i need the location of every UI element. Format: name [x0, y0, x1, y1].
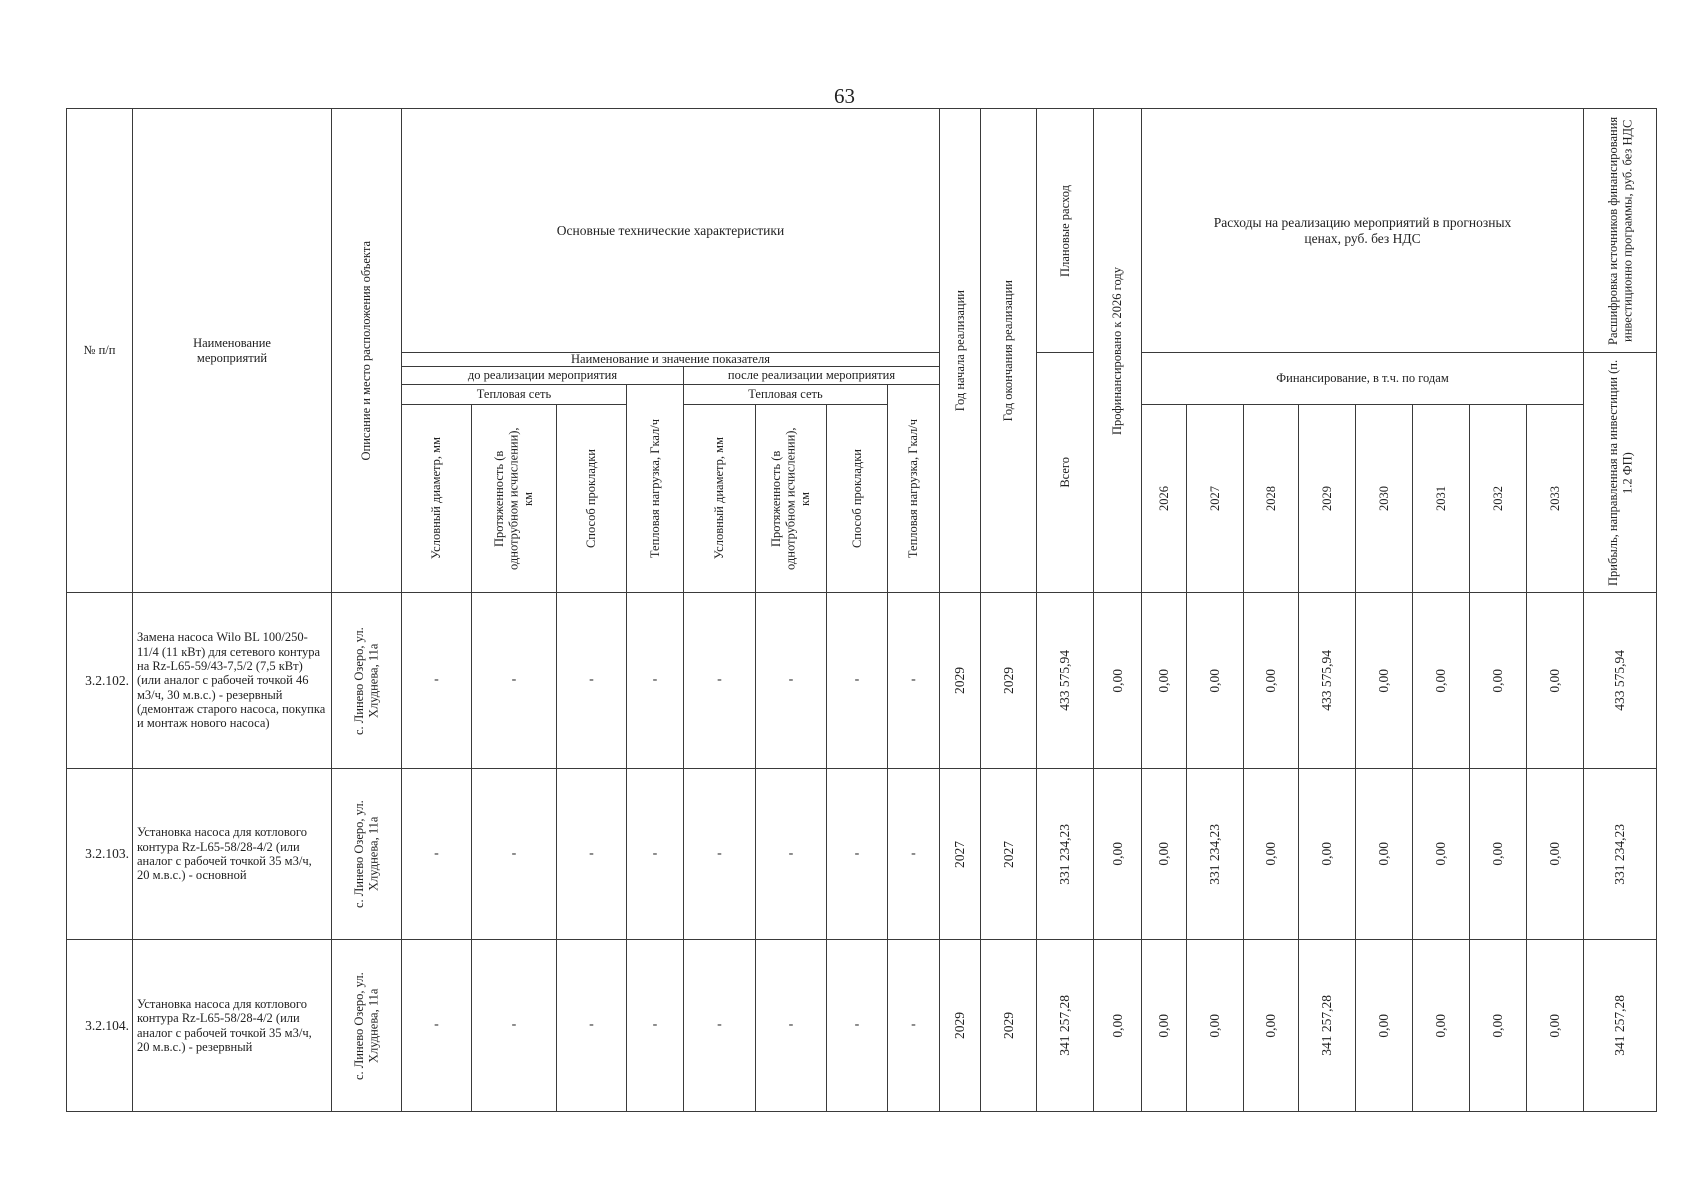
row-dash-text: -: [589, 845, 594, 861]
row-year-value-text: 0,00: [1156, 668, 1172, 693]
page-number: 63: [834, 84, 855, 108]
header-year-1: [1141, 404, 1187, 593]
row-profit-text: 433 575,94: [1612, 650, 1628, 711]
row-year-value-text: 0,00: [1490, 842, 1506, 866]
row-dash: [826, 592, 888, 769]
row-year-value: [1141, 939, 1187, 1112]
row-dash: [887, 592, 940, 769]
row-number-text: 3.2.102.: [85, 672, 129, 688]
row-year-value-text: 0,00: [1207, 1013, 1223, 1038]
header-year-7: [1469, 404, 1527, 593]
row-prefinanced: [1093, 592, 1142, 769]
header-indicator-text: Наименование и значение показателя: [571, 352, 770, 367]
header-sources: [1583, 108, 1657, 353]
header-sources-text: Расшифровка источников финансирования инвестиционно программы, руб. без НДС: [1605, 116, 1634, 345]
row-year-value: [1186, 939, 1244, 1112]
row-year-value: [1412, 768, 1470, 940]
row-dash-text: -: [511, 1017, 517, 1033]
header-planned-text: Плановые расход: [1057, 184, 1072, 277]
row-dash-text: -: [788, 845, 794, 861]
row-dash: [401, 592, 472, 769]
row-year-start-text: 2027: [952, 840, 968, 868]
row-profit: [1583, 939, 1657, 1112]
header-name-text: Наименование мероприятий: [193, 336, 271, 365]
header-after-text: после реализации мероприятия: [727, 368, 896, 383]
header-profit: [1583, 352, 1657, 593]
row-dash-text: -: [652, 845, 658, 861]
row-year-value: [1298, 768, 1356, 940]
row-name: [132, 939, 332, 1112]
row-dash-text: -: [911, 845, 916, 861]
row-year-value-text: 0,00: [1547, 1013, 1563, 1038]
row-prefinanced-text: 0,00: [1109, 668, 1125, 693]
row-year-end: [980, 592, 1037, 769]
row-year-value: [1298, 939, 1356, 1112]
row-name-text: Замена насоса Wilo BL 100/250-11/4 (11 кВт) для сетевого контура на Rz-L65-59/43-7,5/2 (7,5 кВт) (или аналог с рабочей точкой 46 м3/ч, 30 м.в.с.) - резервный (демонтаж старого насоса, покупка и монтаж нового насоса): [137, 630, 326, 731]
header-year-3: [1243, 404, 1299, 593]
header-heat-network-after: [683, 384, 888, 405]
header-expenses-text: Расходы на реализацию мероприятий в прогнозных ценах, руб. без НДС: [1213, 214, 1512, 246]
row-dash-text: -: [717, 672, 722, 688]
row-year-value-text: 0,00: [1433, 668, 1449, 693]
row-year-end-text: 2027: [1000, 840, 1016, 868]
row-name-text: Установка насоса для котлового контура Rz-L65-58/28-4/2 (или аналог с рабочей точкой 35 м3/ч, 20 м.в.с.) - основной: [137, 825, 312, 883]
header-before-text: до реализации мероприятия: [467, 368, 618, 383]
header-year-8: [1526, 404, 1584, 593]
header-length-after: [755, 404, 827, 593]
row-object: [331, 768, 402, 940]
row-year-start-text: 2029: [952, 1012, 968, 1039]
row-year-value: [1526, 592, 1584, 769]
row-dash-text: -: [911, 1017, 916, 1033]
row-dash: [826, 768, 888, 940]
row-dash: [471, 592, 557, 769]
row-name: [132, 768, 332, 940]
row-year-end-text: 2029: [1000, 1012, 1016, 1039]
header-load-before: [626, 384, 684, 593]
header-expenses: [1141, 108, 1584, 353]
header-diameter-after: [683, 404, 756, 593]
row-name: [132, 592, 332, 769]
row-dash-text: -: [511, 845, 517, 861]
row-profit: [1583, 592, 1657, 769]
header-financing: [1141, 352, 1584, 405]
row-object-text: с. Линево Озеро, ул. Хлуднева, 11а: [352, 800, 381, 908]
row-year-end: [980, 768, 1037, 940]
row-dash: [471, 768, 557, 940]
row-number: [66, 768, 133, 940]
row-year-value-text: 0,00: [1433, 1013, 1449, 1038]
row-year-value-text: 0,00: [1547, 668, 1563, 693]
header-prefinanced: [1093, 108, 1142, 593]
row-dash-text: -: [854, 845, 860, 861]
row-year-value-text: 0,00: [1376, 842, 1392, 866]
row-prefinanced: [1093, 939, 1142, 1112]
row-dash-text: -: [434, 845, 439, 861]
row-dash: [556, 768, 627, 940]
row-dash-text: -: [589, 672, 594, 688]
row-year-value: [1186, 768, 1244, 940]
header-prefinanced-text: Профинансировано к 2026 году: [1110, 266, 1125, 435]
header-length-before-text: Протяженность (в однотрубном исчислении), км: [492, 427, 536, 570]
row-year-value-text: 0,00: [1263, 668, 1279, 693]
row-number: [66, 939, 133, 1112]
row-dash: [471, 939, 557, 1112]
row-dash-text: -: [434, 672, 439, 688]
header-year-1-text: 2026: [1156, 486, 1171, 511]
row-year-value-text: 0,00: [1263, 842, 1279, 866]
row-dash-text: -: [788, 1017, 794, 1033]
header-heat-network-after-text: Тепловая сеть: [748, 387, 823, 402]
row-year-value-text: 331 234,23: [1207, 823, 1223, 885]
row-object: [331, 592, 402, 769]
row-dash: [626, 768, 684, 940]
header-year-7-text: 2032: [1490, 486, 1505, 511]
row-year-value-text: 0,00: [1547, 842, 1563, 866]
header-year-5: [1355, 404, 1413, 593]
header-year-4: [1298, 404, 1356, 593]
row-prefinanced: [1093, 768, 1142, 940]
row-dash: [755, 768, 827, 940]
row-dash-text: -: [788, 672, 794, 688]
header-year-start: [939, 108, 981, 593]
row-year-value-text: 0,00: [1156, 1013, 1172, 1038]
row-dash: [755, 939, 827, 1112]
row-year-value: [1141, 592, 1187, 769]
header-total-text: Всего: [1057, 457, 1072, 488]
row-profit: [1583, 768, 1657, 940]
header-load-after-text: Тепловая нагрузка, Гкал/ч: [906, 418, 921, 559]
row-dash: [401, 939, 472, 1112]
row-year-start: [939, 592, 981, 769]
row-dash-text: -: [717, 845, 722, 861]
row-year-value-text: 0,00: [1156, 842, 1172, 866]
header-year-end-text: Год окончания реализации: [1001, 279, 1016, 422]
row-year-value-text: 0,00: [1319, 842, 1335, 866]
header-planned: [1036, 108, 1094, 353]
row-year-value: [1412, 592, 1470, 769]
row-number: [66, 592, 133, 769]
row-object-text: с. Линево Озеро, ул. Хлуднева, 11а: [352, 626, 381, 735]
row-object: [331, 939, 402, 1112]
row-year-value-text: 0,00: [1490, 668, 1506, 693]
row-number-text: 3.2.104.: [85, 1017, 129, 1033]
row-dash-text: -: [717, 1017, 722, 1033]
row-dash: [626, 592, 684, 769]
row-year-value: [1243, 592, 1299, 769]
header-length-after-text: Протяженность (в однотрубном исчислении), км: [769, 427, 813, 570]
row-year-value: [1355, 939, 1413, 1112]
header-name: [132, 108, 332, 593]
header-after: [683, 366, 940, 385]
row-year-start-text: 2029: [952, 667, 968, 694]
row-year-value: [1469, 939, 1527, 1112]
header-laying-before: [556, 404, 627, 593]
row-number-text: 3.2.103.: [85, 846, 129, 862]
header-laying-after-text: Способ прокладки: [849, 448, 864, 549]
row-year-value: [1298, 592, 1356, 769]
row-year-value-text: 0,00: [1433, 842, 1449, 866]
row-dash: [556, 939, 627, 1112]
header-year-6-text: 2031: [1433, 486, 1448, 511]
row-dash-text: -: [911, 672, 916, 688]
row-dash: [887, 939, 940, 1112]
row-dash-text: -: [511, 672, 517, 688]
row-dash-text: -: [434, 1017, 439, 1033]
row-year-value-text: 0,00: [1376, 668, 1392, 693]
row-year-value: [1186, 592, 1244, 769]
row-dash-text: -: [854, 672, 860, 688]
header-profit-text: Прибыль, направленная на инвестиции (п. 1.2 ФП): [1605, 359, 1634, 586]
header-load-after: [887, 384, 940, 593]
header-tech: [401, 108, 940, 353]
row-year-value: [1243, 768, 1299, 940]
row-total-text: 433 575,94: [1057, 650, 1073, 711]
header-tech-text: Основные технические характеристики: [556, 222, 785, 238]
row-year-value: [1469, 592, 1527, 769]
row-year-value: [1412, 939, 1470, 1112]
row-dash-text: -: [652, 1017, 658, 1033]
header-year-start-text: Год начала реализации: [952, 289, 967, 412]
row-dash: [556, 592, 627, 769]
row-year-value-text: 0,00: [1263, 1013, 1279, 1038]
row-dash-text: -: [589, 1017, 594, 1033]
row-dash: [887, 768, 940, 940]
row-dash-text: -: [652, 672, 658, 688]
row-total: [1036, 768, 1094, 940]
row-year-value-text: 0,00: [1490, 1013, 1506, 1038]
header-financing-text: Финансирование, в т.ч. по годам: [1276, 371, 1449, 386]
header-heat-network-before-text: Тепловая сеть: [476, 387, 552, 402]
header-load-before-text: Тепловая нагрузка, Гкал/ч: [647, 418, 662, 559]
row-dash: [401, 768, 472, 940]
row-dash: [683, 939, 756, 1112]
header-diameter-before: [401, 404, 472, 593]
header-laying-before-text: Способ прокладки: [584, 448, 599, 549]
header-total: [1036, 352, 1094, 593]
row-year-start: [939, 768, 981, 940]
row-profit-text: 341 257,28: [1612, 995, 1628, 1056]
header-indicator: [401, 352, 940, 367]
row-year-value: [1526, 768, 1584, 940]
row-total: [1036, 939, 1094, 1112]
row-dash: [826, 939, 888, 1112]
row-year-value-text: 433 575,94: [1319, 650, 1335, 711]
header-object: [331, 108, 402, 593]
row-total: [1036, 592, 1094, 769]
header-year-6: [1412, 404, 1470, 593]
row-total-text: 331 234,23: [1057, 823, 1073, 885]
header-year-2-text: 2027: [1207, 486, 1222, 511]
header-before: [401, 366, 684, 385]
header-year-4-text: 2029: [1319, 486, 1334, 511]
row-year-end: [980, 939, 1037, 1112]
header-no: [66, 108, 133, 593]
row-year-value: [1469, 768, 1527, 940]
header-diameter-after-text: Условный диаметр, мм: [712, 437, 727, 560]
header-year-8-text: 2033: [1547, 486, 1562, 511]
row-name-text: Установка насоса для котлового контура Rz-L65-58/28-4/2 (или аналог с рабочей точкой 35 м3/ч, 20 м.в.с.) - резервный: [137, 996, 312, 1054]
row-dash-text: -: [854, 1017, 860, 1033]
row-year-value: [1355, 592, 1413, 769]
row-dash: [683, 592, 756, 769]
row-dash: [626, 939, 684, 1112]
row-year-start: [939, 939, 981, 1112]
row-year-value-text: 0,00: [1207, 668, 1223, 693]
header-no-text: № п/п: [83, 343, 116, 358]
row-year-value-text: 0,00: [1376, 1013, 1392, 1038]
row-year-value: [1526, 939, 1584, 1112]
header-heat-network-before: [401, 384, 627, 405]
header-length-before: [471, 404, 557, 593]
row-year-end-text: 2029: [1000, 667, 1016, 694]
row-year-value: [1355, 768, 1413, 940]
row-year-value: [1141, 768, 1187, 940]
row-dash: [755, 592, 827, 769]
row-total-text: 341 257,28: [1057, 995, 1073, 1056]
header-year-3-text: 2028: [1263, 486, 1278, 511]
header-year-2: [1186, 404, 1244, 593]
row-prefinanced-text: 0,00: [1109, 842, 1125, 866]
header-laying-after: [826, 404, 888, 593]
row-dash: [683, 768, 756, 940]
row-year-value-text: 341 257,28: [1319, 995, 1335, 1056]
header-diameter-before-text: Условный диаметр, мм: [429, 437, 444, 560]
header-object-text: Описание и место расположения объекта: [359, 240, 374, 461]
header-year-5-text: 2030: [1376, 486, 1391, 511]
header-year-end: [980, 108, 1037, 593]
row-year-value: [1243, 939, 1299, 1112]
row-profit-text: 331 234,23: [1612, 823, 1628, 885]
row-object-text: с. Линево Озеро, ул. Хлуднева, 11а: [352, 971, 381, 1080]
row-prefinanced-text: 0,00: [1109, 1013, 1125, 1038]
